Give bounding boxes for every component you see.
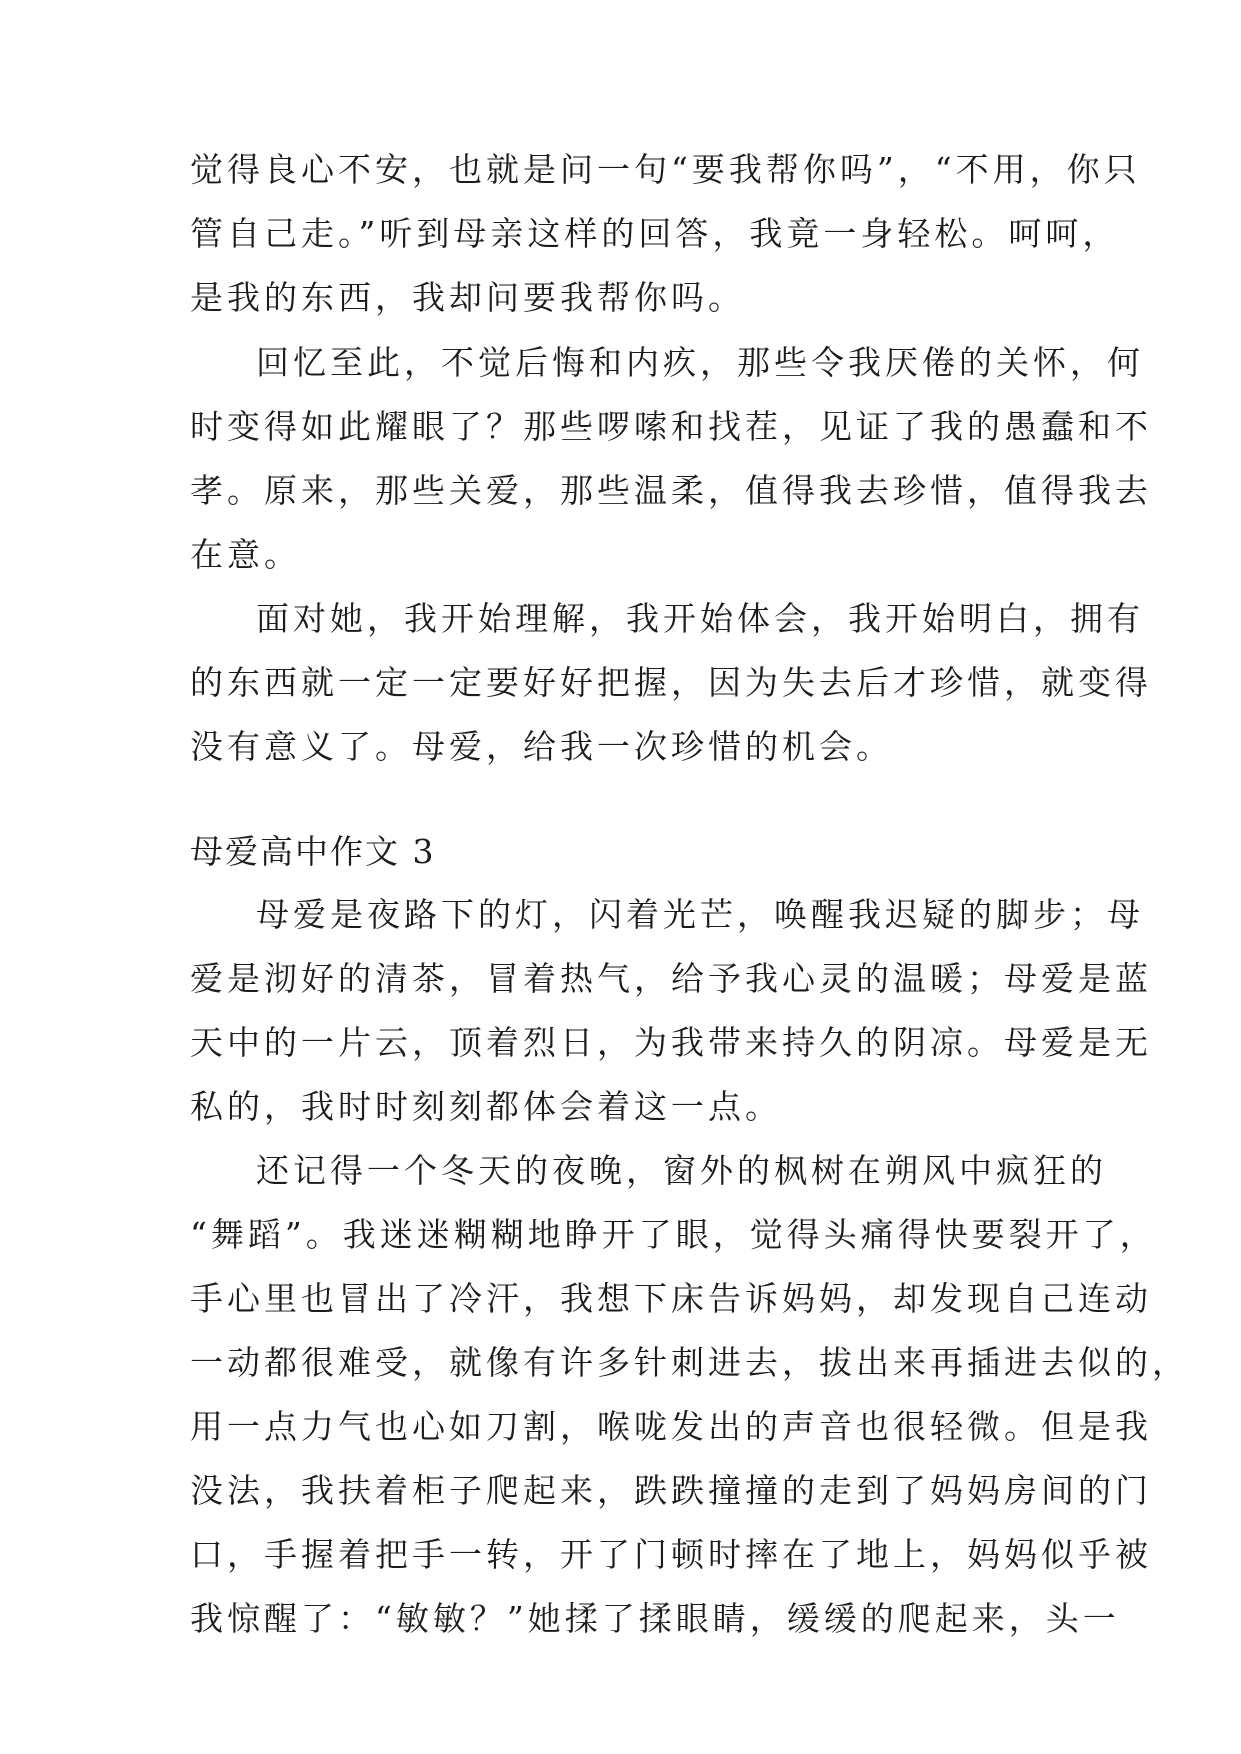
- paragraph-3-line-2: 的东西就一定一定要好好把握，因为失去后才珍惜，就变得: [190, 663, 1152, 702]
- paragraph-5-line-7: 口，手握着把手一转，开了门顿时摔在了地上，妈妈似乎被: [190, 1535, 1152, 1574]
- paragraph-2-line-2: 时变得如此耀眼了？那些啰嗦和找茬，见证了我的愚蠢和不: [190, 407, 1152, 446]
- paragraph-5-line-1: 还记得一个冬天的夜晚，窗外的枫树在朔风中疯狂的: [256, 1151, 1107, 1190]
- paragraph-3-line-3: 没有意义了。母爱，给我一次珍惜的机会。: [190, 727, 893, 766]
- paragraph-1-line-3: 是我的东西，我却问要我帮你吗。: [190, 278, 745, 317]
- paragraph-4-line-1: 母爱是夜路下的灯，闪着光芒，唤醒我迟疑的脚步；母: [256, 895, 1144, 934]
- paragraph-5-line-3: 手心里也冒出了冷汗，我想下床告诉妈妈，却发现自己连动: [190, 1279, 1152, 1318]
- paragraph-4-line-2: 爱是沏好的清茶，冒着热气，给予我心灵的温暖；母爱是蓝: [190, 959, 1152, 998]
- paragraph-2-line-4: 在意。: [190, 535, 301, 574]
- paragraph-5-line-5: 用一点力气也心如刀割，喉咙发出的声音也很轻微。但是我: [190, 1407, 1152, 1446]
- paragraph-1-line-1: 觉得良心不安，也就是问一句“要我帮你吗”，“不用，你只: [190, 150, 1141, 189]
- paragraph-5-line-8: 我惊醒了：“敏敏？”她揉了揉眼睛，缓缓的爬起来，头一: [190, 1599, 1120, 1638]
- paragraph-2-line-3: 孝。原来，那些关爱，那些温柔，值得我去珍惜，值得我去: [190, 471, 1152, 510]
- paragraph-3-line-1: 面对她，我开始理解，我开始体会，我开始明白，拥有: [256, 599, 1144, 638]
- paragraph-5-line-4: 一动都很难受，就像有许多针刺进去，拔出来再插进去似的，: [190, 1343, 1189, 1382]
- paragraph-4-line-4: 私的，我时时刻刻都体会着这一点。: [190, 1087, 782, 1126]
- paragraph-4-line-3: 天中的一片云，顶着烈日，为我带来持久的阴凉。母爱是无: [190, 1023, 1152, 1062]
- paragraph-1-line-2: 管自己走。”听到母亲这样的回答，我竟一身轻松。呵呵，: [190, 214, 1120, 253]
- paragraph-5-line-2: “舞蹈”。我迷迷糊糊地睁开了眼，觉得头痛得快要裂开了，: [190, 1215, 1157, 1254]
- paragraph-2-line-1: 回忆至此，不觉后悔和内疚，那些令我厌倦的关怀，何: [256, 343, 1144, 382]
- paragraph-5-line-6: 没法，我扶着柜子爬起来，跌跌撞撞的走到了妈妈房间的门: [190, 1471, 1152, 1510]
- section-title: 母爱高中作文 3: [190, 832, 436, 871]
